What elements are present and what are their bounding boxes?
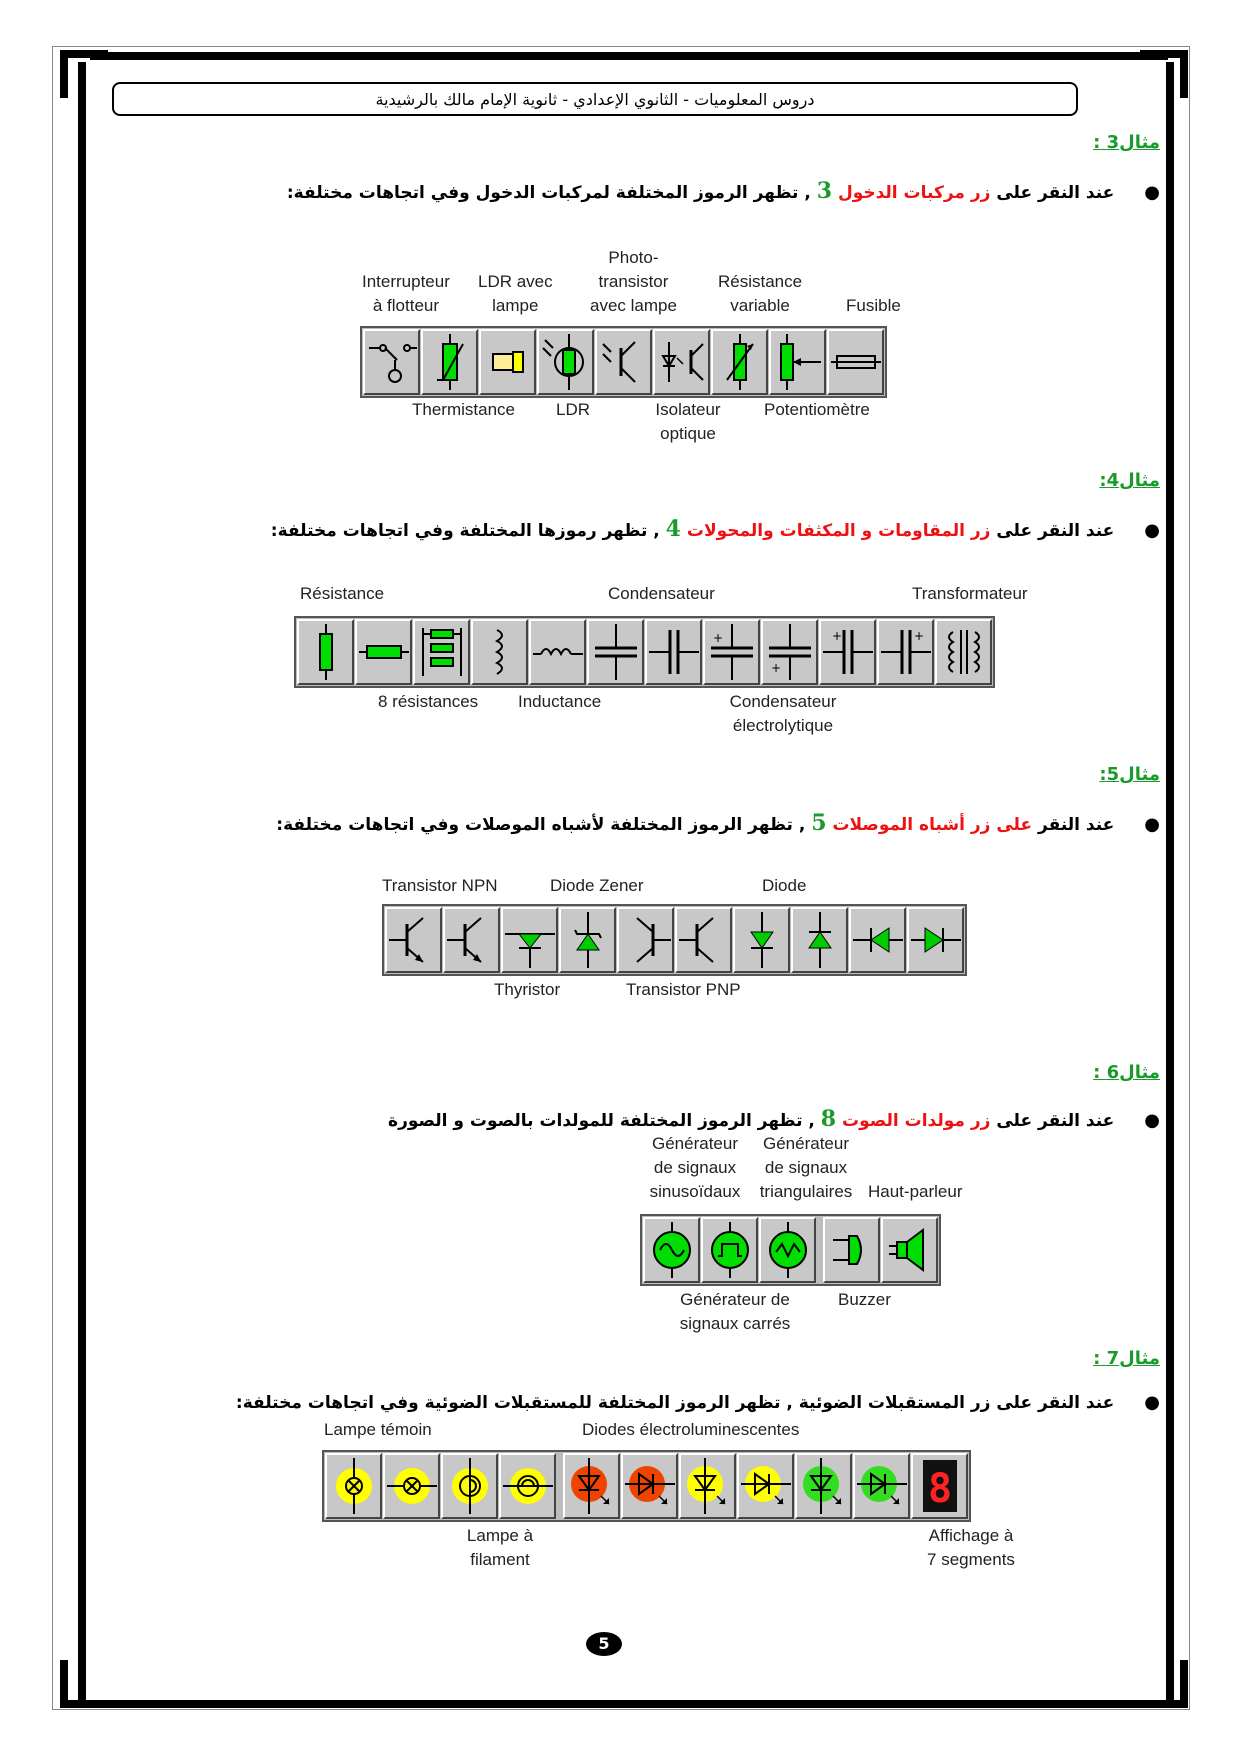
- pnp-transistor-icon: [621, 912, 671, 968]
- potentiometer-button[interactable]: [769, 329, 826, 395]
- label-diode: Diode: [762, 876, 807, 895]
- optocoupler-icon: [657, 334, 707, 390]
- resistor-array-icon: [417, 624, 467, 680]
- label-fuse: Fusible: [846, 296, 901, 315]
- label-indicator-lamp: Lampe témoin: [324, 1420, 432, 1439]
- svg-text:+: +: [712, 631, 723, 645]
- example-7-text: ●عند النقر على زر المستقبلات الضوئية , تظهر الرموز المختلفة للمستقبلات الضوئية وفي اتجاهات مختلفة:: [235, 1392, 1160, 1413]
- capacitor-horizontal-icon: [649, 624, 699, 680]
- filament-lamp-vertical-button[interactable]: [441, 1453, 498, 1519]
- diode-down-icon: [737, 912, 787, 968]
- fuse-button[interactable]: [827, 329, 884, 395]
- filament-lamp-vertical-icon: [445, 1458, 495, 1514]
- indicator-lamp-horizontal-button[interactable]: [383, 1453, 440, 1519]
- resistor-array-button[interactable]: [413, 619, 470, 685]
- inductor-horizontal-icon: [533, 624, 583, 680]
- label-zener-diode: Diode Zener: [550, 876, 644, 895]
- svg-text:+: +: [770, 661, 781, 675]
- thermistor-icon: [425, 334, 475, 390]
- label-electrolytic-capacitor: Condensateur électrolytique: [729, 692, 837, 735]
- generators-toolbar: [640, 1214, 941, 1286]
- diode-down-button[interactable]: [733, 907, 790, 973]
- diode-right-icon: [911, 912, 961, 968]
- label-8-resistors: 8 résistances: [378, 692, 479, 711]
- zener-diode-button[interactable]: [559, 907, 616, 973]
- label-ldr: LDR: [556, 400, 591, 419]
- label-variable-resistor: Résistance variable: [718, 272, 803, 315]
- electrolytic-capacitor-vertical-2-icon: [765, 624, 815, 680]
- svg-text:+: +: [831, 629, 842, 643]
- electrolytic-capacitor-horizontal-button[interactable]: [819, 619, 876, 685]
- example-6-text: ●عند النقر على زر مولدات الصوت 8 , تظهر الرموز المختلفة للمولدات بالصوت و الصورة: [388, 1106, 1160, 1132]
- example-3-title: مثال3 :: [1093, 132, 1160, 153]
- variable-resistor-button[interactable]: [711, 329, 768, 395]
- led-green-horizontal-button[interactable]: [853, 1453, 910, 1519]
- inductor-vertical-button[interactable]: [471, 619, 528, 685]
- resistor-horizontal-button[interactable]: [355, 619, 412, 685]
- led-red-vertical-icon: [567, 1458, 617, 1514]
- pnp-transistor-2-icon: [679, 912, 729, 968]
- label-filament-lamp: Lampe à filament: [466, 1526, 534, 1569]
- led-yellow-horizontal-icon: [741, 1458, 791, 1514]
- label-speaker: Haut-parleur: [868, 1182, 963, 1201]
- svg-text:+: +: [913, 629, 924, 643]
- resistor-vertical-icon: [301, 624, 351, 680]
- label-potentiometer: Potentiomètre: [764, 400, 870, 419]
- electrolytic-capacitor-vertical-button[interactable]: [703, 619, 760, 685]
- frame-corner-tl: [60, 50, 108, 98]
- inductor-vertical-icon: [475, 624, 525, 680]
- led-yellow-vertical-button[interactable]: [679, 1453, 736, 1519]
- capacitor-vertical-icon: [591, 624, 641, 680]
- label-npn-transistor: Transistor NPN: [382, 876, 498, 895]
- label-square-generator: Générateur de signaux carrés: [679, 1290, 791, 1333]
- npn-transistor-2-button[interactable]: [443, 907, 500, 973]
- label-thermistor: Thermistance: [412, 400, 515, 419]
- optocoupler-button[interactable]: [653, 329, 710, 395]
- page-header: دروس المعلوميات - الثانوي الإعدادي - ثانوية الإمام مالك بالرشيدية: [112, 82, 1078, 116]
- thyristor-icon: [505, 912, 555, 968]
- bullet-icon: ●: [1144, 520, 1160, 541]
- triangle-generator-icon: [763, 1222, 813, 1278]
- example-3-text: ●عند النقر على زر مركبات الدخول 3 , تظهر الرموز المختلفة لمركبات الدخول وفي اتجاهات مختلفة:: [286, 178, 1160, 204]
- label-inductor: Inductance: [518, 692, 602, 711]
- led-green-horizontal-icon: [857, 1458, 907, 1514]
- float-switch-button[interactable]: [363, 329, 420, 395]
- electrolytic-capacitor-horizontal-2-button[interactable]: [877, 619, 934, 685]
- led-yellow-horizontal-button[interactable]: [737, 1453, 794, 1519]
- ldr-icon: [541, 334, 591, 390]
- sine-generator-button[interactable]: [643, 1217, 700, 1283]
- npn-transistor-icon: [389, 912, 439, 968]
- led-red-horizontal-icon: [625, 1458, 675, 1514]
- speaker-button[interactable]: [881, 1217, 938, 1283]
- diode-up-icon: [795, 912, 845, 968]
- phototransistor-icon: [599, 334, 649, 390]
- pnp-transistor-2-button[interactable]: [675, 907, 732, 973]
- seven-segment-display-icon: [915, 1458, 965, 1514]
- inductor-horizontal-button[interactable]: [529, 619, 586, 685]
- label-optocoupler: Isolateur optique: [655, 400, 721, 443]
- led-red-horizontal-button[interactable]: [621, 1453, 678, 1519]
- npn-transistor-button[interactable]: [385, 907, 442, 973]
- transformer-button[interactable]: [935, 619, 992, 685]
- led-red-vertical-button[interactable]: [563, 1453, 620, 1519]
- frame-corner-tr: [1140, 50, 1188, 98]
- thermistor-button[interactable]: [421, 329, 478, 395]
- input-components-toolbar: [360, 326, 887, 398]
- zener-diode-icon: [563, 912, 613, 968]
- label-buzzer: Buzzer: [838, 1290, 891, 1309]
- variable-resistor-icon: [715, 334, 765, 390]
- label-capacitor: Condensateur: [608, 584, 715, 603]
- example-5-text: ●عند النقر على زر أشباه الموصلات 5 , تظهر الرموز المختلفة لأشباه الموصلات وفي اتجاهات مختلفة:: [276, 810, 1160, 836]
- resistor-vertical-button[interactable]: [297, 619, 354, 685]
- ldr-lamp-button[interactable]: [479, 329, 536, 395]
- filament-lamp-horizontal-button[interactable]: [499, 1453, 556, 1519]
- bullet-icon: ●: [1144, 1110, 1160, 1131]
- example-7-title: مثال7 :: [1093, 1348, 1160, 1369]
- led-green-vertical-button[interactable]: [795, 1453, 852, 1519]
- buzzer-icon: [827, 1222, 877, 1278]
- label-leds: Diodes électroluminescentes: [582, 1420, 800, 1439]
- svg-text:8: 8: [927, 1466, 952, 1512]
- npn-transistor-2-icon: [447, 912, 497, 968]
- ldr-button[interactable]: [537, 329, 594, 395]
- ldr-lamp-icon: [483, 334, 533, 390]
- page-number: 5: [586, 1632, 622, 1656]
- pnp-transistor-button[interactable]: [617, 907, 674, 973]
- diode-left-button[interactable]: [849, 907, 906, 973]
- resistor-horizontal-icon: [359, 624, 409, 680]
- square-generator-button[interactable]: [701, 1217, 758, 1283]
- thyristor-button[interactable]: [501, 907, 558, 973]
- electrolytic-capacitor-horizontal-icon: [823, 624, 873, 680]
- diode-right-button[interactable]: [907, 907, 964, 973]
- indicator-lamp-vertical-icon: [329, 1458, 379, 1514]
- label-seven-segment: Affichage à 7 segments: [927, 1526, 1015, 1569]
- label-phototransistor: Photo- transistor avec lampe: [590, 248, 677, 315]
- label-ldr-lamp: LDR avec lampe: [478, 272, 553, 315]
- transformer-icon: [939, 624, 989, 680]
- indicator-lamp-horizontal-icon: [387, 1458, 437, 1514]
- label-triangle-generator: Générateur de signaux triangulaires: [759, 1134, 853, 1201]
- frame-corner-bl: [60, 1660, 108, 1708]
- bullet-icon: ●: [1144, 182, 1160, 203]
- example-4-title: مثال4:: [1099, 470, 1160, 491]
- sine-generator-icon: [647, 1222, 697, 1278]
- label-pnp-transistor: Transistor PNP: [626, 980, 741, 999]
- fuse-icon: [831, 334, 881, 390]
- led-green-vertical-icon: [799, 1458, 849, 1514]
- electrolytic-capacitor-vertical-2-button[interactable]: [761, 619, 818, 685]
- light-receivers-toolbar: [322, 1450, 971, 1522]
- phototransistor-button[interactable]: [595, 329, 652, 395]
- passive-components-toolbar: [294, 616, 995, 688]
- example-5-title: مثال5:: [1099, 764, 1160, 785]
- label-transformer: Transformateur: [912, 584, 1028, 603]
- capacitor-horizontal-button[interactable]: [645, 619, 702, 685]
- seven-segment-display-button[interactable]: [911, 1453, 968, 1519]
- led-yellow-vertical-icon: [683, 1458, 733, 1514]
- filament-lamp-horizontal-icon: [503, 1458, 553, 1514]
- electrolytic-capacitor-horizontal-2-icon: [881, 624, 931, 680]
- capacitor-vertical-button[interactable]: [587, 619, 644, 685]
- example-6-title: مثال6 :: [1093, 1062, 1160, 1083]
- diode-up-button[interactable]: [791, 907, 848, 973]
- label-float-switch: Interrupteur à flotteur: [362, 272, 450, 315]
- speaker-icon: [885, 1222, 935, 1278]
- bullet-icon: ●: [1144, 1392, 1160, 1413]
- label-resistor: Résistance: [300, 584, 385, 603]
- buzzer-button[interactable]: [823, 1217, 880, 1283]
- example-4-text: ●عند النقر على زر المقاومات و المكثفات والمحولات 4 , تظهر رموزها المختلفة وفي اتجاهات مختلفة:: [270, 516, 1160, 542]
- electrolytic-capacitor-vertical-icon: [707, 624, 757, 680]
- page-frame-right: [1166, 62, 1174, 1702]
- semiconductors-toolbar: [382, 904, 967, 976]
- page-frame-left: [78, 62, 86, 1702]
- frame-corner-br: [1140, 1660, 1188, 1708]
- potentiometer-icon: [773, 334, 823, 390]
- indicator-lamp-vertical-button[interactable]: [325, 1453, 382, 1519]
- square-generator-icon: [705, 1222, 755, 1278]
- bullet-icon: ●: [1144, 814, 1160, 835]
- triangle-generator-button[interactable]: [759, 1217, 816, 1283]
- label-sine-generator: Générateur de signaux sinusoïdaux: [649, 1134, 741, 1201]
- label-thyristor: Thyristor: [494, 980, 561, 999]
- diode-left-icon: [853, 912, 903, 968]
- float-switch-icon: [367, 334, 417, 390]
